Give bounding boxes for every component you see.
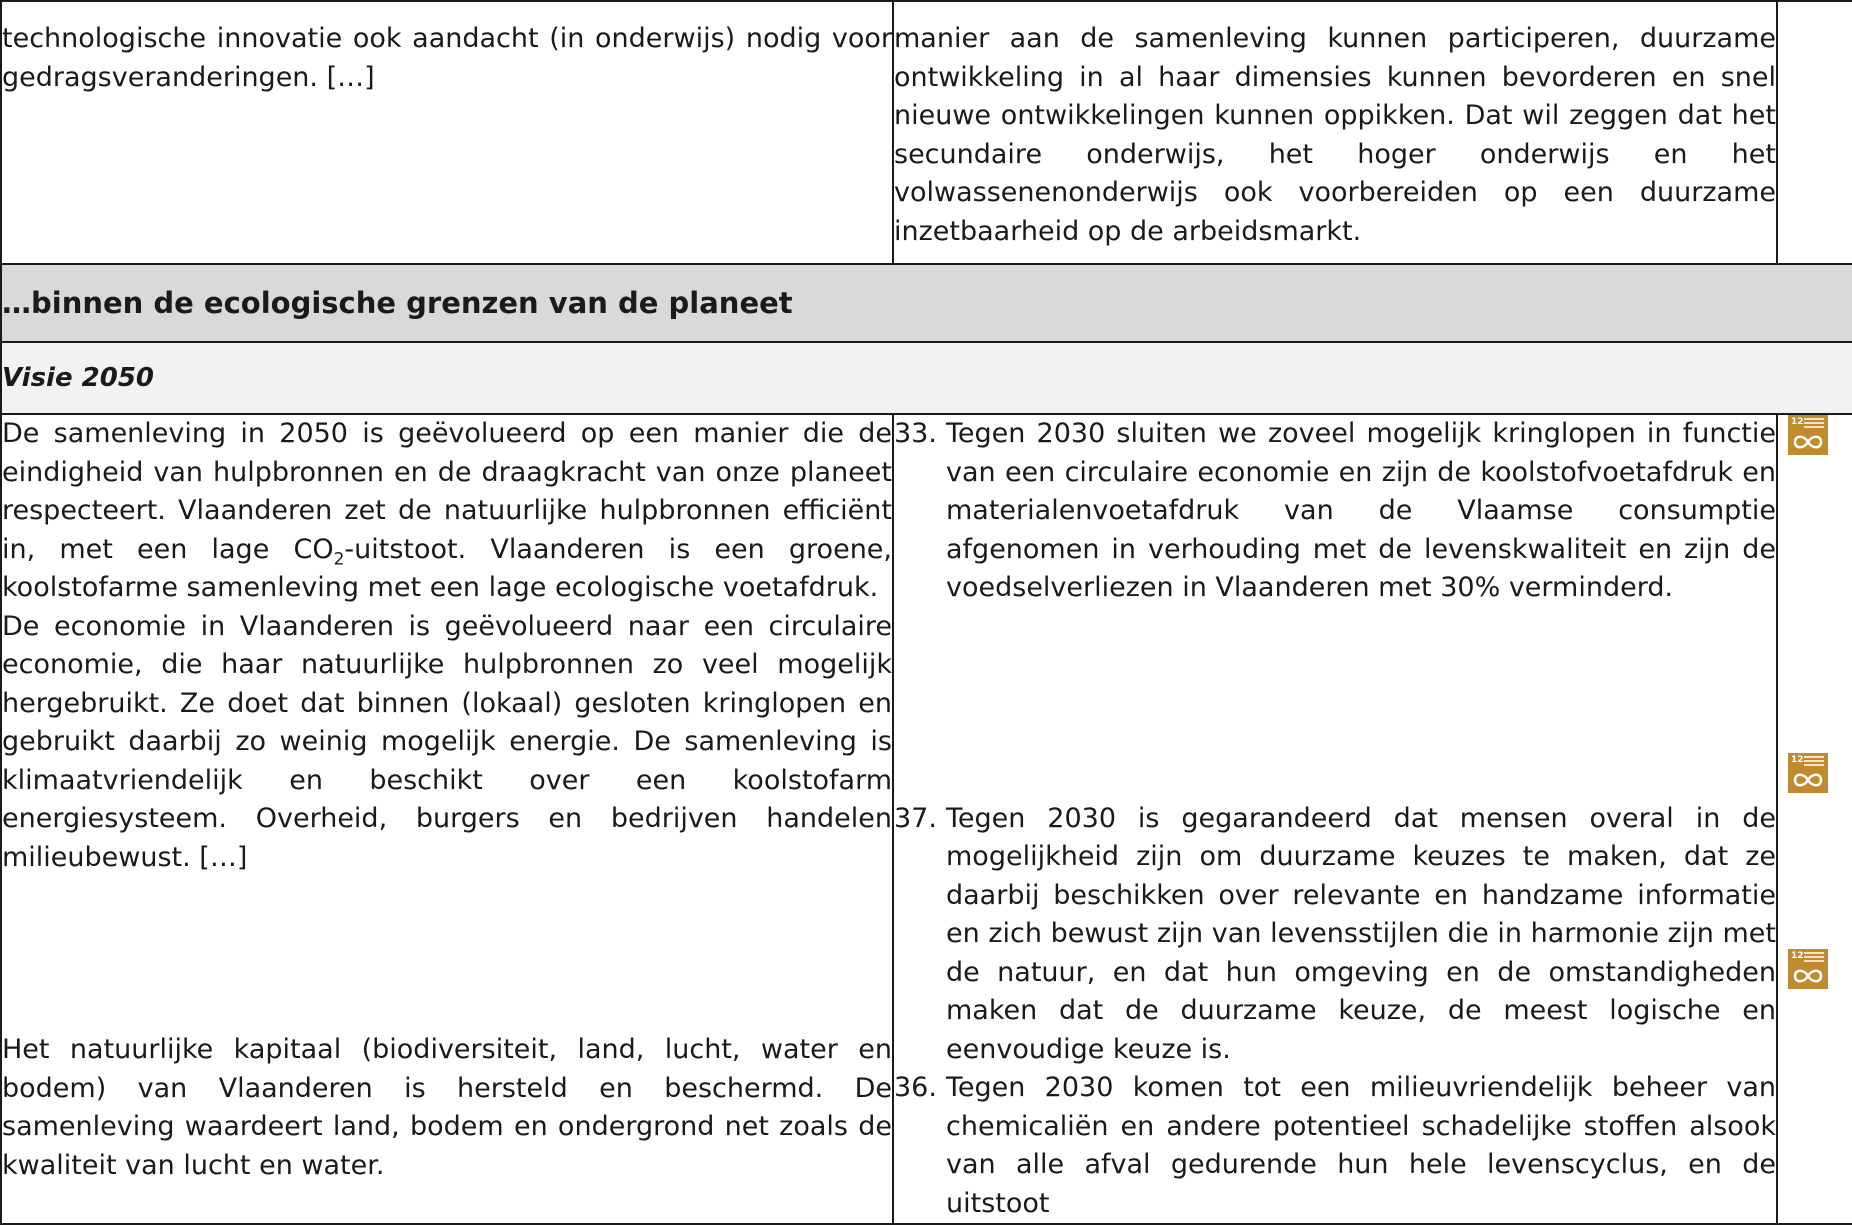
subheading-row	[1, 342, 1852, 414]
vision-text: De samenleving in 2050 is geëvolueerd op een manier die de eindigheid van hulpbronnen en de draagkracht van onze planeet respecteert. Vlaanderen zet de natuurlijke hulpbronnen efficiënt in, met een lage CO	[2, 418, 892, 565]
middle-paragraph: manier aan de samenleving kunnen participeren, duurzame ontwikkeling in al haar dimensies kunnen bevorderen en snel nieuwe ontwikkelingen kunnen oppikken. Dat wil zeggen dat het secundaire onderwijs, het hoger onderwijs en het volwassenenonderwijs ook voorbereiden op een duurzame inzetbaarheid op de arbeidsmarkt.	[894, 23, 1776, 247]
spacer	[894, 608, 1776, 800]
target-number: 37.	[894, 802, 937, 834]
sdg-12-infinity-icon: 12	[1788, 753, 1828, 793]
target-number: 33.	[894, 418, 937, 449]
table-row	[1, 1, 1852, 264]
sdg-12-infinity-icon: 12	[1788, 949, 1828, 989]
section-heading-row	[1, 264, 1852, 342]
target-text: Tegen 2030 is gegarandeerd dat mensen overal in de mogelijkheid zijn om duurzame keuzes te maken, dat ze daarbij beschikken over relevante en handzame informatie en zich bewust zijn van levensstijlen die in harmonie zijn met de natuur, en dat hun omgeving en de omstandigheden maken dat de duurzame keuze, de meest logische en eenvoudige keuze is.	[946, 802, 1776, 1065]
target-text: Tegen 2030 komen tot een milieuvriendelijk beheer van chemicaliën en andere potentieel schadelijke stoffen alsook van alle afval gedurende hun hele levenscyclus, en de uitstoot	[946, 1072, 1776, 1219]
vision-paragraph: Het natuurlijke kapitaal (biodiversiteit, land, lucht, water en bodem) van Vlaanderen is hersteld en beschermd. De samenleving waardeert land, bodem en ondergrond net zoals de kwaliteit van lucht en water.	[2, 1034, 892, 1181]
middle-cell	[893, 1, 1777, 264]
target-item	[894, 1069, 1776, 1223]
subheading: Visie 2050	[1, 342, 1852, 414]
section-heading: …binnen de ecologische grenzen van de planeet	[1, 264, 1852, 342]
vision-paragraph: De economie in Vlaanderen is geëvolueerd naar een circulaire economie, die haar natuurlijke hulpbronnen zo veel mogelijk hergebruikt. Ze doet dat binnen (lokaal) gesloten kringlopen en gebruikt daarbij zo weinig mogelijk energie. De samenleving is klimaatvriendelijk en beschikt over een koolstofarm energiesysteem. Overheid, burgers en bedrijven handelen milieubewust. […]	[2, 610, 892, 873]
target-item	[894, 800, 1776, 1070]
targets-cell	[893, 414, 1777, 1224]
subscript: 2	[333, 548, 345, 569]
left-paragraph: technologische innovatie ook aandacht (in onderwijs) nodig voor gedragsveranderingen. […]	[2, 23, 892, 93]
icon-cell	[1777, 1, 1852, 264]
target-number: 36.	[894, 1072, 937, 1103]
table-row	[1, 414, 1852, 1224]
target-item	[894, 415, 1776, 608]
vision-paragraph	[2, 415, 892, 608]
target-text: Tegen 2030 sluiten we zoveel mogelijk kringlopen in functie van een circulaire economie en zijn de koolstofvoetafdruk en materialenvoetafdruk van de Vlaamse consumptie afgenomen in verhouding met de levenskwaliteit en zijn de voedselverliezen in Vlaanderen met 30% verminderd.	[946, 418, 1776, 603]
sdg-12-infinity-icon: 12	[1788, 415, 1828, 455]
vision-text: -uitstoot. Vlaanderen is een groene, koolstofarme samenleving met een lage ecologische voetafdruk.	[2, 533, 892, 603]
sdg-icon-cell	[1777, 414, 1852, 1224]
left-cell	[1, 1, 893, 264]
spacer	[2, 877, 892, 1031]
vision-cell	[1, 414, 893, 1224]
